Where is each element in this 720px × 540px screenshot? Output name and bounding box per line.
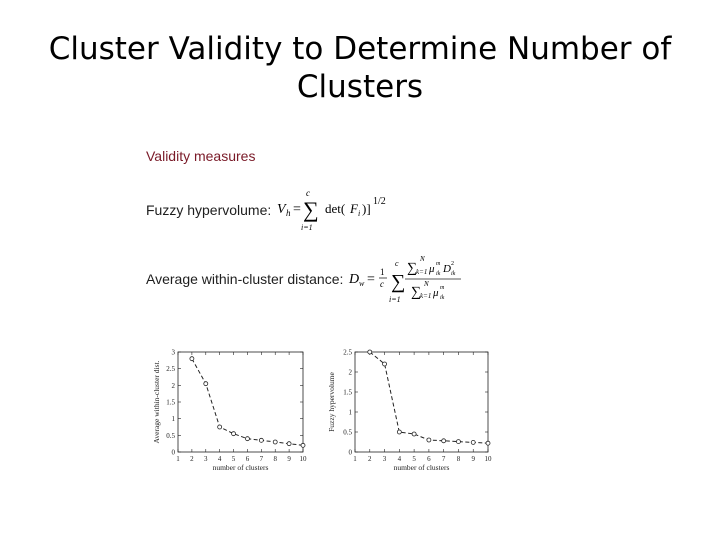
svg-text:i: i [358, 209, 361, 218]
x-tick-label: 3 [382, 455, 387, 463]
x-tick-label: 1 [176, 455, 180, 463]
slide-title-line-2: Clusters [296, 69, 424, 105]
svg-text:m: m [436, 261, 441, 267]
y-tick-label: 2 [171, 381, 175, 390]
data-point [397, 430, 401, 434]
avg-within-cluster-distance-chart [150, 340, 315, 480]
y-tick-label: 0 [348, 448, 352, 457]
x-tick-label: 4 [217, 455, 222, 463]
x-tick-label: 9 [471, 455, 475, 463]
data-point [301, 443, 305, 447]
svg-text:c: c [380, 279, 385, 289]
fuzzy-hypervolume-equation [275, 186, 405, 234]
data-point [259, 438, 263, 442]
avg-within-cluster-distance-equation [347, 250, 497, 308]
y-tick-label: 2.5 [166, 365, 175, 374]
svg-text:i=1: i=1 [301, 223, 313, 232]
svg-text:∑: ∑ [407, 261, 418, 276]
svg-text:)]: )] [362, 201, 371, 216]
y-tick-label: 2 [348, 368, 352, 377]
x-tick-label: 10 [484, 455, 492, 463]
y-tick-label: 0.5 [166, 431, 175, 440]
svg-text:ik: ik [440, 295, 445, 301]
x-tick-label: 5 [231, 455, 236, 463]
avg-within-cluster-distance-label: Average within-cluster distance: [146, 271, 344, 287]
data-point [427, 438, 431, 442]
fuzzy-hypervolume-chart [325, 340, 500, 480]
svg-text:N: N [420, 255, 425, 263]
svg-text:w: w [359, 279, 365, 288]
validity-measures-heading: Validity measures [146, 148, 256, 164]
data-point [486, 441, 490, 445]
y-tick-label: 0.5 [343, 428, 352, 437]
y-tick-label: 3 [171, 348, 175, 357]
svg-text:det(: det( [325, 201, 346, 216]
x-tick-label: 6 [245, 455, 250, 463]
y-tick-label: 2.5 [343, 348, 352, 357]
svg-text:m: m [440, 285, 445, 291]
y-tick-label: 1.5 [166, 398, 175, 407]
data-point [232, 432, 236, 436]
fuzzy-hypervolume-label: Fuzzy hypervolume: [146, 202, 272, 218]
x-tick-label: 3 [204, 455, 208, 463]
x-tick-label: 8 [456, 455, 461, 463]
x-tick-label: 2 [190, 455, 194, 463]
y-tick-label: 1.5 [343, 388, 352, 397]
svg-text:N: N [424, 280, 429, 288]
svg-text:V: V [277, 202, 286, 217]
data-point [383, 362, 387, 366]
svg-text:h: h [286, 208, 291, 218]
data-point [218, 425, 222, 429]
data-point [190, 357, 194, 361]
x-tick-label: 8 [273, 455, 277, 463]
svg-text:D: D [349, 272, 360, 287]
svg-text:c: c [306, 188, 311, 198]
svg-text:k=1: k=1 [416, 268, 428, 276]
slide-title [40, 30, 680, 106]
svg-text:∑: ∑ [303, 197, 319, 222]
svg-text:ik: ik [436, 271, 441, 277]
data-point [456, 440, 460, 444]
x-tick-label: 7 [441, 455, 446, 463]
data-point [204, 382, 208, 386]
data-point [412, 432, 416, 436]
data-point [287, 442, 291, 446]
svg-text:F: F [350, 201, 359, 216]
x-tick-label: 2 [368, 455, 372, 463]
svg-text:i=1: i=1 [389, 295, 401, 304]
svg-text:μ: μ [433, 287, 439, 299]
series-line [370, 352, 488, 443]
svg-text:=: = [293, 202, 302, 217]
x-tick-label: 1 [353, 455, 357, 463]
svg-text:1: 1 [380, 267, 385, 277]
x-tick-label: 4 [397, 455, 402, 463]
data-point [368, 350, 372, 354]
slide-title-line-1: Cluster Validity to Determine Number of [48, 31, 672, 67]
svg-text:k=1: k=1 [420, 292, 432, 300]
y-tick-label: 1 [171, 415, 175, 424]
data-point [273, 440, 277, 444]
svg-text:∑: ∑ [391, 271, 406, 293]
data-point [471, 440, 475, 444]
svg-text:=: = [367, 272, 376, 287]
x-axis-label: number of clusters [393, 463, 450, 472]
svg-text:2: 2 [451, 261, 455, 267]
y-axis-label: Fuzzy hypervolume [327, 372, 336, 432]
x-tick-label: 5 [412, 455, 416, 463]
x-axis-label: number of clusters [212, 463, 269, 472]
series-line [192, 359, 303, 446]
svg-text:μ: μ [429, 263, 435, 275]
svg-text:∑: ∑ [411, 285, 422, 300]
y-tick-label: 0 [171, 448, 175, 457]
y-axis-label: Average within-cluster dist. [152, 360, 161, 444]
x-tick-label: 6 [427, 455, 431, 463]
x-tick-label: 9 [287, 455, 291, 463]
x-tick-label: 10 [299, 455, 307, 463]
data-point [442, 439, 446, 443]
svg-text:1/2: 1/2 [373, 196, 386, 207]
svg-text:ik: ik [451, 271, 456, 277]
data-point [245, 437, 249, 441]
svg-text:c: c [395, 259, 399, 268]
svg-text:D: D [443, 263, 452, 275]
x-tick-label: 7 [259, 455, 264, 463]
y-tick-label: 1 [348, 408, 352, 417]
avg-within-cluster-distance-formula [146, 250, 497, 308]
fuzzy-hypervolume-formula [146, 186, 405, 234]
